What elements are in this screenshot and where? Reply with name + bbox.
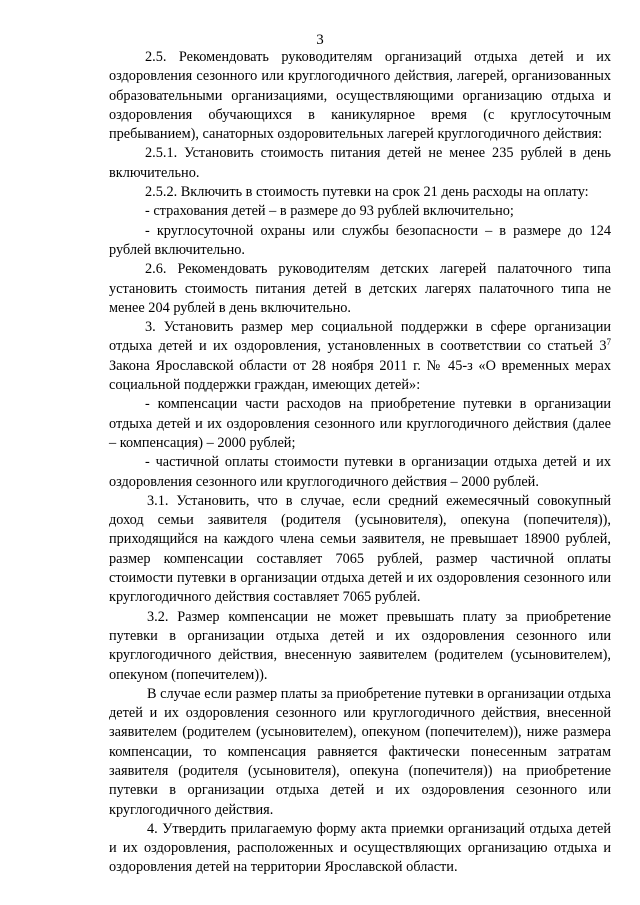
- paragraph-2-6: 2.6. Рекомендовать руководителям детских лагерей палаточного типа установить стоимость питания детей в детских лагерях палаточного типа не менее 204 рублей в день включительно.: [109, 261, 611, 316]
- paragraph-3-2-case: В случае если размер платы за приобретение путевки в организации отдыха детей и их оздоровления сезонного или круглогодичного действия, внесенной заявителем (родителем (усыновителем), опекуном (попечителем)), ниже размера компенсации, то компенсация равняется фактически понесенным затратам заявителя (родителя (усыновителя), опекуна (попечителя)) на приобретение путевки в организации отдыха детей и их оздоровления сезонного или круглогодичного действия.: [109, 685, 611, 818]
- paragraph-3-2: 3.2. Размер компенсации не может превышать плату за приобретение путевки в организации отдыха детей и их оздоровления сезонного или круглогодичного действия, внесенную заявителем (родителем (усыновителем), опекуном (попечителем)).: [109, 608, 611, 683]
- paragraph-2-5-1: 2.5.1. Установить стоимость питания детей не менее 235 рублей в день включительно.: [109, 145, 611, 181]
- paragraph-3-text-end: Закона Ярославской области от 28 ноября 2011 г. № 45-з «О временных мерах социальной поддержки граждан, имеющих детей»:: [109, 357, 611, 394]
- bullet-insurance: - страхования детей – в размере до 93 рублей включительно;: [145, 203, 514, 220]
- paragraph-3: [109, 318, 611, 395]
- paragraph-3-text-start: 3. Установить размер мер социальной поддержки в сфере организации отдыха детей и их оздоровления, установленных в соответствии со статьей 3: [109, 319, 611, 355]
- page-number: 3: [316, 32, 324, 48]
- paragraph-2-5: 2.5. Рекомендовать руководителям организаций отдыха детей и их оздоровления сезонного или круглогодичного действия, лагерей, организованных образовательными организациями, осуществляющими организацию отдыха и оздоровления обучающихся в каникулярное время (с круглосуточным пребыванием), санаторных оздоровительных лагерей круглогодичного действия:: [109, 49, 611, 143]
- bullet-compensation: - компенсации части расходов на приобретение путевки в организации отдыха детей и их оздоровления сезонного или круглогодичного действия (далее – компенсация) – 2000 рублей;: [109, 396, 611, 451]
- paragraph-2-5-2: 2.5.2. Включить в стоимость путевки на срок 21 день расходы на оплату:: [145, 184, 589, 201]
- bullet-security: - круглосуточной охраны или службы безопасности – в размере до 124 рублей включительно.: [109, 222, 611, 258]
- paragraph-3-1: 3.1. Установить, что в случае, если средний ежемесячный совокупный доход семьи заявителя (родителя (усыновителя), опекуна (попечителя)), приходящийся на каждого члена семьи заявителя, не превышает 18900 рублей, размер компенсации составляет 7065 рублей, размер частичной оплаты стоимости путевки в организации отдыха детей и их оздоровления сезонного или круглогодичного действия составляет 7065 рублей.: [109, 492, 611, 606]
- paragraph-4: 4. Утвердить прилагаемую форму акта приемки организаций отдыха детей и их оздоровления, расположенных и осуществляющих организацию отдыха и оздоровления детей на территории Ярославской области.: [109, 820, 611, 876]
- bullet-partial-payment: - частичной оплаты стоимости путевки в организации отдыха детей и их оздоровления сезонного или круглогодичного действия – 2000 рублей.: [109, 454, 611, 490]
- document-body: [109, 48, 611, 878]
- article-superscript: 7: [606, 337, 611, 348]
